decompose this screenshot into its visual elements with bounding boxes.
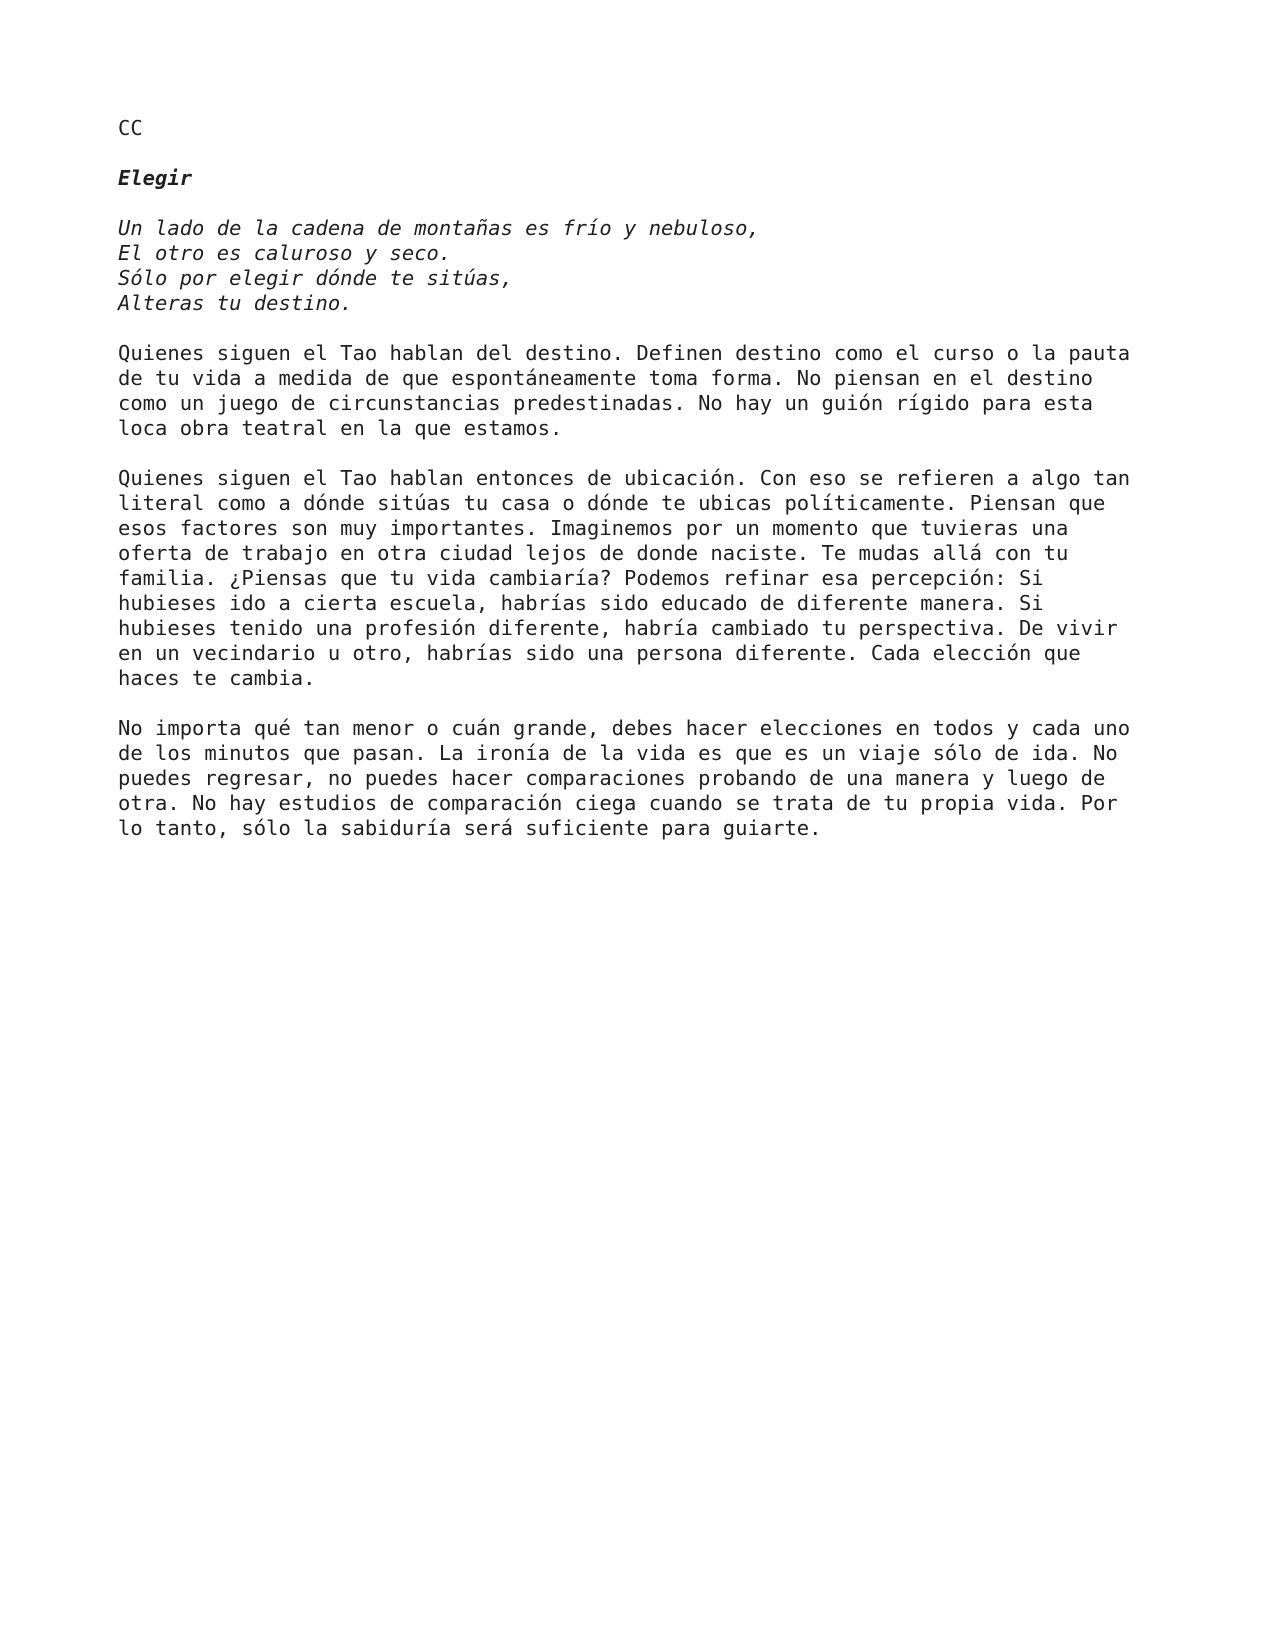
paragraph-destiny [118,341,1178,441]
paragraph-line: No importa qué tan menor o cuán grande, debes hacer elecciones en todos y cada uno [118,716,1131,740]
spacer [118,441,1178,466]
paragraph-line: hubieses ido a cierta escuela, habrías sido educado de diferente manera. Si [118,591,1044,615]
paragraph-line: hubieses tenido una profesión diferente, habría cambiado tu perspectiva. De vivir [118,616,1118,640]
paragraph-line: puedes regresar, no puedes hacer comparaciones probando de una manera y luego de [118,766,1106,790]
poem-verse [118,216,1178,316]
paragraph-line: en un vecindario u otro, habrías sido una persona diferente. Cada elección que [118,641,1081,665]
paragraph-line: Quienes siguen el Tao hablan entonces de ubicación. Con eso se refieren a algo tan [118,466,1131,490]
paragraph-line: como un juego de circunstancias predestinadas. No hay un guión rígido para esta [118,391,1094,415]
poem-line: El otro es caluroso y seco. [118,241,452,265]
spacer [118,316,1178,341]
document-page [118,116,1178,841]
poem-line: Sólo por elegir dónde te sitúas, [118,266,513,290]
paragraph-line: Quienes siguen el Tao hablan del destino. Definen destino como el curso o la pauta [118,341,1131,365]
paragraph-line: haces te cambia. [118,666,316,690]
poem-line: Un lado de la cadena de montañas es frío y nebuloso, [118,216,760,240]
spacer [118,141,1178,166]
paragraph-line: lo tanto, sólo la sabiduría será suficiente para guiarte. [118,816,822,840]
poem-line: Alteras tu destino. [118,291,353,315]
spacer [118,191,1178,216]
paragraph-location [118,466,1178,691]
paragraph-line: otra. No hay estudios de comparación ciega cuando se trata de tu propia vida. Por [118,791,1118,815]
chapter-title: Elegir [118,166,193,190]
paragraph-choices [118,716,1178,841]
paragraph-line: oferta de trabajo en otra ciudad lejos de donde naciste. Te mudas allá con tu [118,541,1069,565]
paragraph-line: esos factores son muy importantes. Imaginemos por un momento que tuvieras una [118,516,1069,540]
chapter-number: CC [118,116,143,140]
spacer [118,691,1178,716]
paragraph-line: literal como a dónde sitúas tu casa o dónde te ubicas políticamente. Piensan que [118,491,1106,515]
paragraph-line: familia. ¿Piensas que tu vida cambiaría? Podemos refinar esa percepción: Si [118,566,1044,590]
paragraph-line: de los minutos que pasan. La ironía de la vida es que es un viaje sólo de ida. No [118,741,1118,765]
paragraph-line: loca obra teatral en la que estamos. [118,416,563,440]
paragraph-line: de tu vida a medida de que espontáneamente toma forma. No piensan en el destino [118,366,1094,390]
